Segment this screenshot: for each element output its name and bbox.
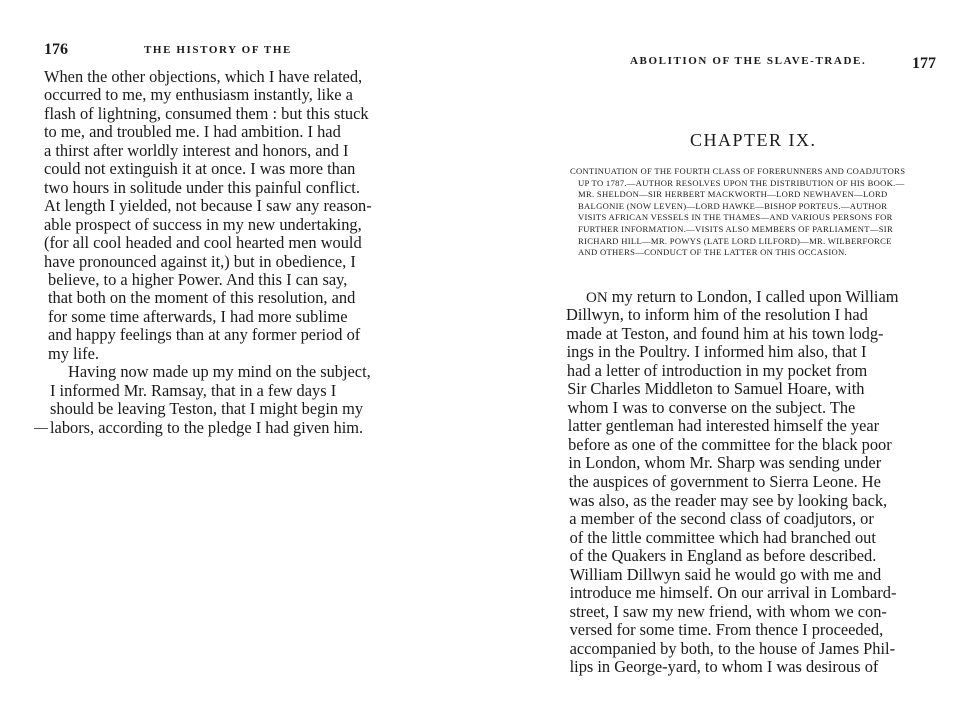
text-line: a thirst after worldly interest and honors, and I (44, 140, 349, 160)
page-number-left: 176 (44, 41, 68, 58)
text-line: William Dillwyn said he would go with me and (569, 564, 882, 584)
first-line-rest: my return to London, I called upon William (607, 287, 899, 306)
text-line: flash of lightning, consumed them : but this stuck (44, 103, 369, 123)
text-line: At length I yielded, not because I saw any reason- (44, 196, 372, 216)
text-line: believe, to a higher Power. And this I can say, (48, 269, 348, 289)
margin-mark (34, 428, 48, 429)
text-line: two hours in solitude under this painful conflict. (44, 177, 360, 197)
text-line: in London, whom Mr. Sharp was sending under (568, 453, 882, 473)
text-line: When the other objections, which I have related, (44, 67, 363, 86)
first-word: ON (586, 290, 608, 306)
text-line: of the Quakers in England as before described. (569, 546, 877, 566)
chapter-title: CHAPTER IX. (690, 130, 817, 150)
text-line: the auspices of government to Sierra Leone. He (568, 471, 881, 491)
text-line: accompanied by both, to the house of James Phil- (569, 638, 896, 658)
text-line: whom I was to converse on the subject. The (567, 397, 856, 417)
running-head-left: THE HISTORY OF THE (144, 44, 292, 56)
text-line: I informed Mr. Ramsay, that in a few days I (50, 380, 337, 400)
text-line: street, I saw my new friend, with whom we con- (569, 601, 887, 621)
text-line: was also, as the reader may see by looking back, (569, 490, 888, 510)
summary-line: MR. SHELDON—SIR HERBERT MACKWORTH—LORD NEWHAVEN—LORD (578, 189, 888, 200)
text-line: before as one of the committee for the black poor (568, 434, 892, 454)
text-line: occurred to me, my enthusiasm instantly, like a (44, 85, 353, 105)
text-line: introduce me himself. On our arrival in Lombard- (569, 583, 897, 603)
text-line: that both on the moment of this resolution, and (48, 288, 356, 308)
text-line: my life. (48, 343, 99, 363)
text-line: Dillwyn, to inform him of the resolution I had (566, 305, 868, 324)
text-line: had a letter of introduction in my pocket from (566, 360, 868, 380)
text-line: and happy feelings than at any former period of (48, 325, 361, 345)
text-line: lips in George-yard, to whom I was desirous of (569, 657, 879, 677)
text-line: ings in the Poultry. I informed him also, that I (566, 342, 867, 362)
text-line: for some time afterwards, I had more sublime (48, 306, 348, 326)
text-line: could not extinguish it at once. I was more than (44, 159, 356, 179)
text-line: versed for some time. From thence I proceeded, (569, 620, 884, 640)
text-line: have pronounced against it,) but in obedience, I (44, 251, 356, 271)
text-line: labors, according to the pledge I had given him. (50, 417, 364, 437)
text-line: Sir Charles Middleton to Samuel Hoare, with (567, 379, 865, 399)
text-line: (for all cool headed and cool hearted men would (44, 233, 362, 253)
summary-line: RICHARD HILL—MR. POWYS (LATE LORD LILFORD)—MR. WILBERFORCE (578, 235, 892, 246)
right-page (490, 0, 980, 721)
text-line: made at Teston, and found him at his town lodg- (566, 323, 884, 343)
text-line: should be leaving Teston, that I might begin my (50, 399, 364, 419)
text-line: a member of the second class of coadjutors, or (569, 509, 874, 529)
summary-line: CONTINUATION OF THE FOURTH CLASS OF FORERUNNERS AND COADJUTORS (570, 166, 906, 176)
summary-line: FURTHER INFORMATION.—VISITS ALSO MEMBERS OF PARLIAMENT—SIR (578, 224, 893, 234)
text-line: Having now made up my mind on the subject, (68, 362, 371, 382)
summary-line: AND OTHERS—CONDUCT OF THE LATTER ON THIS OCCASION. (578, 247, 848, 258)
summary-line: VISITS AFRICAN VESSELS IN THE THAMES—AND VARIOUS PERSONS FOR (578, 212, 893, 223)
page-number-right: 177 (912, 55, 936, 72)
summary-line: UP TO 1787.—AUTHOR RESOLVES UPON THE DISTRIBUTION OF HIS BOOK.— (578, 177, 905, 188)
text-line: to me, and troubled me. I had ambition. I had (44, 122, 341, 142)
running-head-right: ABOLITION OF THE SLAVE-TRADE. (630, 55, 867, 67)
text-line: able prospect of success in my new undertaking, (44, 214, 362, 234)
summary-line: BALGONIE (NOW LEVEN)—LORD HAWKE—BISHOP PORTEUS.—AUTHOR (578, 200, 888, 211)
text-line: of the little committee which had branched out (569, 527, 876, 547)
text-line: latter gentleman had interested himself the year (567, 416, 880, 436)
